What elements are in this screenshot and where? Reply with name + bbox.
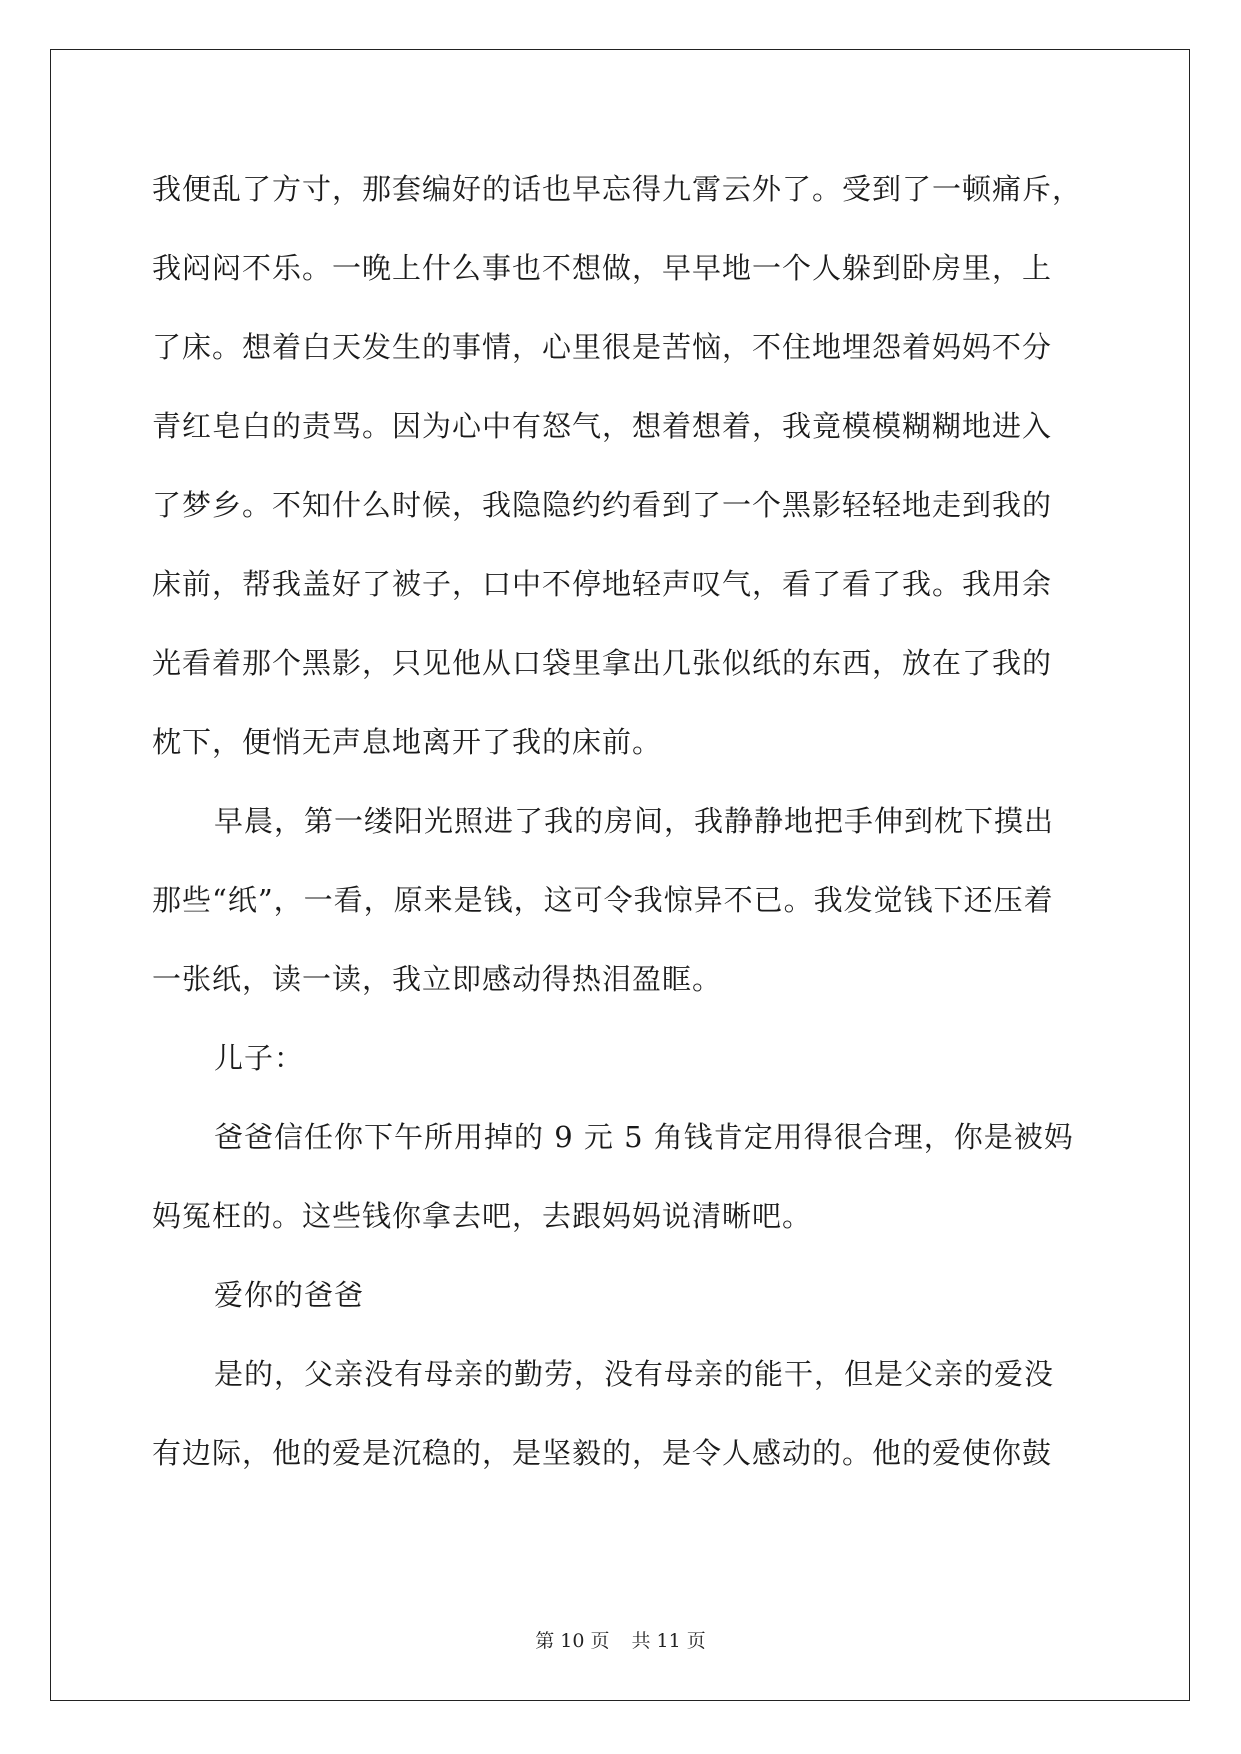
letter-salutation: 儿子： <box>214 1041 305 1075</box>
text-line: 青红皂白的责骂。因为心中有怒气，想着想着，我竟模模糊糊地进入 <box>152 409 1053 443</box>
letter-signature: 爱你的爸爸 <box>214 1278 365 1312</box>
text-line: 我便乱了方寸，那套编好的话也早忘得九霄云外了。受到了一顿痛斥， <box>152 172 1083 206</box>
total-page-count: 共 11 页 <box>631 1630 706 1652</box>
text-line: 了床。想着白天发生的事情，心里很是苦恼，不住地埋怨着妈妈不分 <box>152 330 1053 364</box>
text-line: 了梦乡。不知什么时候，我隐隐约约看到了一个黑影轻轻地走到我的 <box>152 488 1053 522</box>
page-footer <box>0 1626 1241 1653</box>
paragraph-start-line: 早晨，第一缕阳光照进了我的房间，我静静地把手伸到枕下摸出 <box>214 804 1055 838</box>
text-line: 光看着那个黑影，只见他从口袋里拿出几张似纸的东西，放在了我的 <box>152 646 1053 680</box>
paragraph-start-line: 是的，父亲没有母亲的勤劳，没有母亲的能干，但是父亲的爱没 <box>214 1357 1055 1391</box>
document-body <box>152 150 1092 1493</box>
text-line: 枕下，便悄无声息地离开了我的床前。 <box>152 725 663 759</box>
text-line: 一张纸，读一读，我立即感动得热泪盈眶。 <box>152 962 723 996</box>
text-line: 我闷闷不乐。一晚上什么事也不想做，早早地一个人躲到卧房里，上 <box>152 251 1053 285</box>
text-line: 那些“纸”，一看，原来是钱，这可令我惊异不已。我发觉钱下还压着 <box>152 883 1054 917</box>
current-page-number: 第 10 页 <box>535 1630 610 1652</box>
letter-body-line: 爸爸信任你下午所用掉的 9 元 5 角钱肯定用得很合理，你是被妈 <box>214 1120 1074 1154</box>
letter-body-line: 妈冤枉的。这些钱你拿去吧，去跟妈妈说清晰吧。 <box>152 1199 813 1233</box>
text-line: 有边际，他的爱是沉稳的，是坚毅的，是令人感动的。他的爱使你鼓 <box>152 1436 1053 1470</box>
text-line: 床前，帮我盖好了被子，口中不停地轻声叹气，看了看了我。我用余 <box>152 567 1053 601</box>
